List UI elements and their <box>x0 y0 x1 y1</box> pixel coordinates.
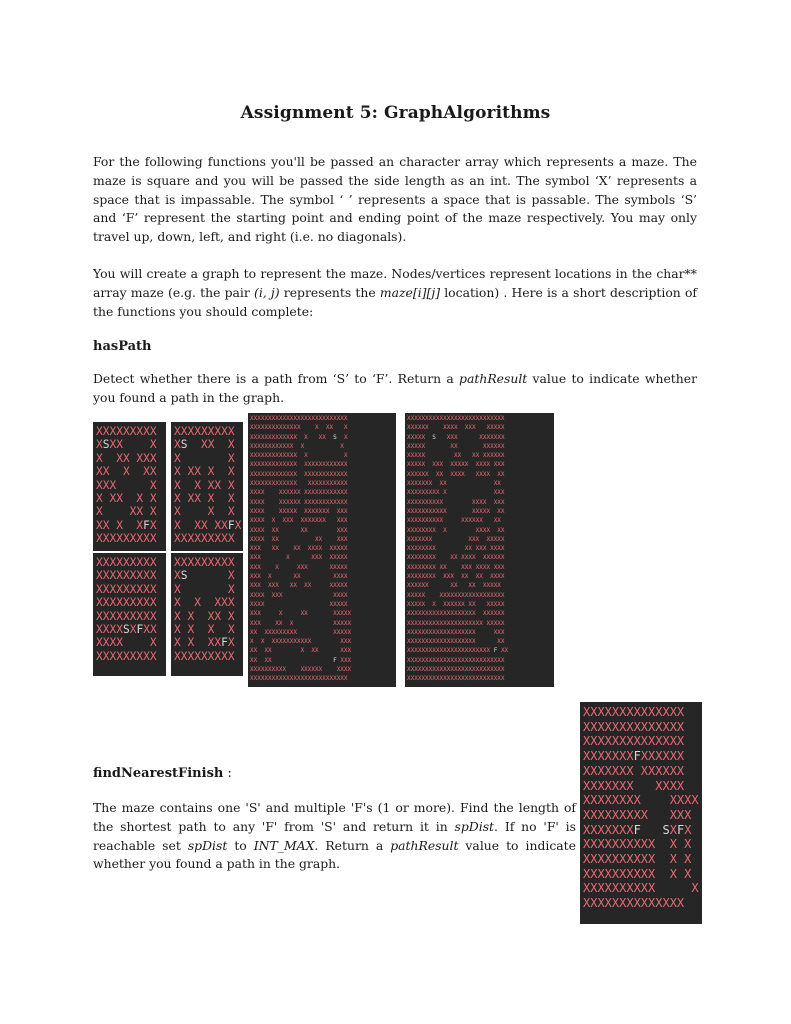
maze-row: XXXXXXX XXXX <box>583 778 685 793</box>
maze-row: X XX XXX <box>96 451 157 465</box>
maze-row: XXXXXXXXXX X X <box>583 852 692 867</box>
maze-row: XXXXXXXXXXXX X X <box>250 442 344 450</box>
maze-row: X XX X <box>96 505 157 519</box>
maze-row: X X <box>174 451 235 465</box>
maze-example-1 <box>93 422 166 551</box>
page-title: Assignment 5: GraphAlgorithms <box>240 103 551 123</box>
maze-row: XXXXXXXXXXXXX X X <box>250 452 348 460</box>
maze-row: XXXXXXXXXXXXXXXXXXXXXXXXXXX <box>407 656 505 664</box>
maze-row: XXXXX X XXXXXX XX XXXXX <box>407 600 505 608</box>
maze-row: XXXXXXXXX <box>174 649 235 663</box>
maze-row: XXXXXXXXXX XXXXXX XX <box>407 517 501 525</box>
maze-row: XXXXXXXXX <box>96 649 157 663</box>
maze-row: X XX X X <box>96 492 157 506</box>
maze-row: XXXXXXXX X XXXX XX <box>407 526 505 534</box>
maze-row: XXXXXXXXXXXXXXXXXXX XXXXXX <box>407 610 505 618</box>
maze-row: XS X <box>174 569 235 583</box>
maze-row: XXXXXXXXXX XXXXXX XXXX <box>250 666 352 674</box>
maze-row: XXXXXXX XXXXXX <box>583 763 685 778</box>
maze-row: XX X XFX <box>96 518 157 532</box>
maze-row: XXX XXX XX XX XXXXX <box>250 582 348 590</box>
maze-row: XXX XX X XXXXX <box>250 619 352 627</box>
maze-row: XXXXXXXF SXFX <box>583 822 692 837</box>
maze-row: XXXXXXXXXXXXXXXXXXX XXX <box>407 628 505 636</box>
maze-row: X X <box>174 582 235 596</box>
maze-row: X X XXXXXXXXXXX XXX <box>250 638 352 646</box>
maze-row: XXXXXXXXXXXXXXXXXXXXXXXXXXX <box>407 415 505 422</box>
maze-row: XXXXXXXX XXXX <box>583 793 699 808</box>
maze-row: XXXXXXXXXXXXXX X XX X <box>250 424 348 432</box>
maze-row: XS XX X <box>174 438 235 452</box>
has-path-description: Detect whether there is a path from ‘S’ to ‘F’. Return a pathResult value to indicate whether you found a path in the graph. <box>93 371 698 405</box>
maze-row: XXXXXXXXXXXXXXXXXXXXX XXXXX <box>407 619 505 627</box>
maze-row: XXXXXXXXXXXXXX <box>583 734 685 749</box>
maze-row: X XX X X <box>174 492 235 506</box>
maze-row: XXXXX XX XXXXXX <box>407 442 505 450</box>
maze-row: XXXXXX XX XXXX XXXX XX <box>407 470 505 478</box>
maze-row: XXXXXXXXXXXXX XXXXXXXXXXX <box>250 480 348 488</box>
maze-row: XXXXXXXXX <box>174 425 235 438</box>
maze-row: XXXXXXXXXXXXXXXXXXXXXXXXXXX <box>250 415 348 422</box>
maze-example-3 <box>93 553 166 676</box>
maze-row: XXXXX S XXX XXXXXXX <box>407 433 505 441</box>
find-nearest-finish-heading: findNearestFinish : <box>93 766 232 781</box>
graph-description: You will create a graph to represent the maze. Nodes/vertices represent locations in the char** array maze (e.g. the pair (i, j) represents the maze[i][j] location) . Here is a short description of the functions you should complete: <box>93 266 697 319</box>
maze-row: X XX XXFX <box>174 518 242 532</box>
maze-row: XXXXXXXX XX XXX XXXX <box>407 545 505 553</box>
maze-row: XXXXXXXXX <box>96 425 157 438</box>
maze-row: XXXX XXXXX XXXXXXX XXX <box>250 507 348 515</box>
maze-row: XXX X XX XXXX <box>250 573 348 581</box>
maze-row: XXXX XX XX XXX <box>250 535 348 543</box>
maze-row: XXXXXXXXXX X X <box>583 866 692 881</box>
maze-row: XXXXXXXX XXX XX XX XXXX <box>407 573 505 581</box>
maze-row: XXXXX XXX XXXXX XXXX XXX <box>407 461 505 469</box>
maze-row: XXXXXXXXXXXXXX <box>583 896 685 911</box>
maze-row: X X X X <box>174 623 235 637</box>
maze-row: XXXXXXXXXXXXX X XX S X <box>250 433 348 441</box>
maze-row: XXXXXXXX XX XXXX XXXXXX <box>407 554 505 562</box>
maze-row: XXXX XXXXXX XXXXXXXXXXXX <box>250 489 348 497</box>
maze-row: X X XXFX <box>174 636 235 650</box>
maze-row: XXXX XX XX XXX <box>250 526 348 534</box>
maze-row: X X XXX <box>174 596 235 610</box>
maze-example-2 <box>171 422 243 551</box>
maze-row: X XX X X <box>174 465 235 479</box>
maze-row: XXXXXXXXXXX XXXXX XX <box>407 507 505 515</box>
maze-row: XXX X XX XXXXX <box>250 610 352 618</box>
maze-row: XXXX X XXX XXXXXXX XXX <box>250 517 348 525</box>
maze-row: XXXXXXXXXX XXXX XXX <box>407 498 505 506</box>
maze-row: XXXXXXXXX <box>96 556 157 569</box>
maze-row: XXXX X <box>96 636 157 650</box>
maze-row: XXXXX XX XX XXXXXX <box>407 452 505 460</box>
maze-row: XX XX X XX XXX <box>250 647 352 655</box>
maze-row: XXXXXX XXXX XXX XXXXX <box>407 424 505 432</box>
maze-row: XXXXXXXXX X XXX <box>407 489 505 497</box>
maze-row: XXXXXXXXX <box>96 596 157 610</box>
intro-paragraph: For the following functions you'll be passed an character array which represents a maze. The maze is square and you will be passed the side length as an int. The symbol ‘X’ represents a space that is impassable. The symbol ‘ ’ represents a space that is passable. The symbols ‘S’ and ‘F’ represent the starting point and ending point of the maze respectively. You may only travel up, down, left, and right (i.e. no diagonals). <box>93 154 697 245</box>
maze-row: XXXXXXX XXX XXXXX <box>407 535 505 543</box>
maze-row: XX XX F XXX <box>250 656 352 664</box>
maze-row: XXX X XXX XXXXX <box>250 554 348 562</box>
maze-row: XXXXXXXXXXXXX XXXXXXXXXXXX <box>250 470 348 478</box>
maze-row: XXX X <box>96 478 157 492</box>
maze-row: XXXXXXXX XX XXX XXXX XXX <box>407 563 505 571</box>
maze-row: XX XXXXXXXXX XXXXX <box>250 628 352 636</box>
maze-row: XXXXXXXXX <box>96 569 157 583</box>
maze-row: XXXXXXXXXXXXXXXXXXXXXXX F XX <box>407 647 509 655</box>
maze-row: X X X <box>174 505 235 519</box>
maze-row: XXXXXXXXXX X <box>583 881 699 896</box>
maze-row: XXX XX XX XXXX XXXXX <box>250 545 348 553</box>
maze-row: XXXX XXXXX <box>250 600 348 608</box>
maze-row: XXXX XXX XXXX <box>250 591 348 599</box>
maze-row: XXXXXXXXXX X X <box>583 837 692 852</box>
maze-row: XXXXSXFXX <box>96 623 157 637</box>
maze-row: XXXXXXXXX <box>96 582 157 596</box>
maze-row: XXXXXXXXX <box>174 532 235 546</box>
maze-row: XXXXXXXXXXXXXXXXXXXXXXXXXXX <box>407 675 505 683</box>
maze-row: XXXXXXX XX XX <box>407 480 501 488</box>
maze-row: XXXXXXXXXXXXXX <box>583 705 685 719</box>
find-nearest-finish-description: The maze contains one 'S' and multiple 'F's (1 or more). Find the length of the shortest path to any 'F' from 'S' and return it in spDist. If no 'F' is reachable set spDist to INT_MAX. Return a pathResult value to indicate whether you found a path in the graph. <box>93 800 576 872</box>
has-path-heading: hasPath <box>93 339 152 354</box>
maze-row: XXXXXXXXX XXX <box>583 807 692 822</box>
maze-row: XX X XX <box>96 465 157 479</box>
maze-row: XXXXXXXXXXXXXXXXXXX XX <box>407 638 505 646</box>
maze-row: XXXXXXXXX <box>174 556 235 569</box>
maze-row: XXXXXXXXXXXXXX <box>583 719 685 734</box>
maze-example-4 <box>171 553 243 676</box>
maze-example-large-1 <box>248 413 396 687</box>
maze-row: X X XX X <box>174 478 235 492</box>
maze-row: XSXX X <box>96 438 157 452</box>
maze-row: XXXXX XXXXXXXXXXXXXXXXXX <box>407 591 505 599</box>
maze-row: XXXX XXXXXX XXXXXXXXXXXX <box>250 498 348 506</box>
maze-row: XXXXXXXXXXXXXXXXXXXXXXXXXXX <box>250 675 348 683</box>
maze-row: X X XX X <box>174 609 235 623</box>
maze-example-large-2 <box>405 413 554 687</box>
maze-row: XXXXXXXXX <box>96 609 157 623</box>
maze-row: XXXXXXXXXXXXX XXXXXXXXXXXX <box>250 461 348 469</box>
maze-row: XXX X XXX XXXXX <box>250 563 348 571</box>
maze-example-multi-finish <box>580 702 702 924</box>
maze-row: XXXXXXXFXXXXXX <box>583 749 685 764</box>
maze-row: XXXXXXXXX <box>96 532 157 546</box>
maze-row: XXXXXXXXXXXXXXXXXXXXXXXXXXX <box>407 666 505 674</box>
maze-row: XXXXXX XX XX XXXXX <box>407 582 501 590</box>
